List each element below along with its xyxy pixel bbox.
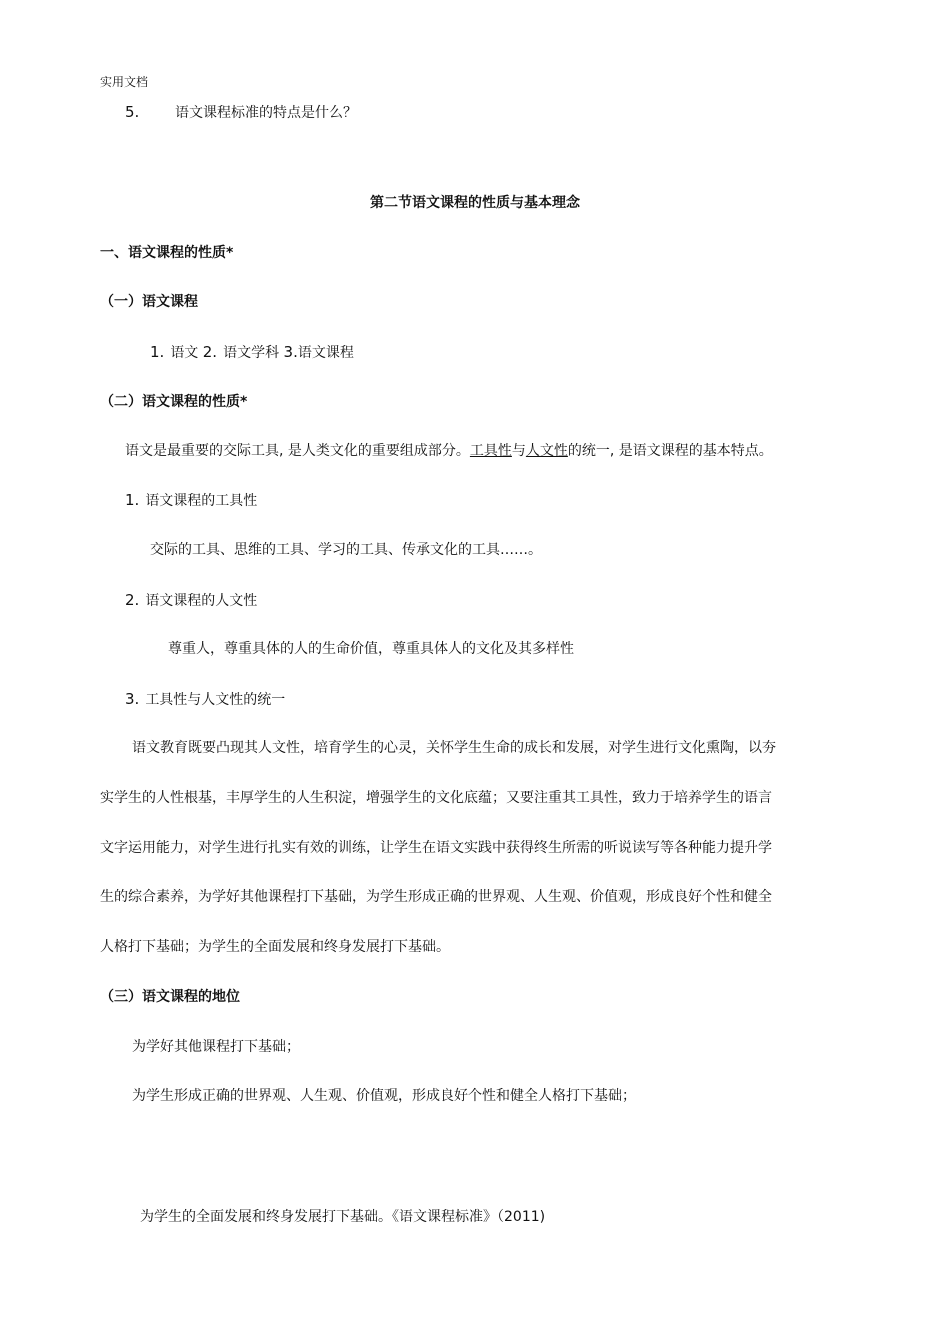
heading-1: 一、语文课程的性质* — [100, 245, 234, 261]
list-number: 1. — [150, 343, 165, 361]
intro-text: 语文是最重要的交际工具, 是人类文化的重要组成部分。 — [125, 443, 470, 459]
item-title: 工具性与人文性的统一 — [145, 692, 286, 708]
paragraph-line: 生的综合素养，为学好其他课程打下基础，为学生形成正确的世界观、人生观、价值观，形成良好个性和健全 — [100, 889, 772, 905]
heading-2-status: （三）语文课程的地位 — [100, 989, 240, 1005]
item-1-body: 交际的工具、思维的工具、学习的工具、传承文化的工具……。 — [150, 542, 542, 558]
heading-2-curriculum: （一）语文课程 — [100, 294, 198, 310]
list-item: 语文学科 — [223, 345, 280, 361]
underlined-term-tool: 工具性 — [469, 443, 512, 459]
item-number: 3. — [125, 690, 140, 708]
item-number: 2. — [125, 591, 140, 609]
item-title: 语文课程的工具性 — [145, 493, 258, 509]
status-line: 为学生形成正确的世界观、人生观、价值观，形成良好个性和健全人格打下基础； — [132, 1088, 636, 1104]
item-3-title — [125, 689, 285, 710]
status-line: 为学好其他课程打下基础； — [132, 1039, 300, 1055]
status-line: 为学生的全面发展和终身发展打下基础。《语文课程标准》（2011) — [140, 1209, 546, 1225]
item-2-title — [125, 590, 257, 611]
item-number: 1. — [125, 491, 140, 509]
intro-conjunction: 与 — [511, 443, 526, 459]
list-item: 语文 — [170, 345, 199, 361]
paragraph-line: 实学生的人性根基，丰厚学生的人生积淀，增强学生的文化底蕴；又要注重其工具性，致力于培养学生的语言 — [100, 790, 772, 806]
question-text: 语文课程标准的特点是什么？ — [175, 105, 357, 121]
question-item — [125, 102, 357, 123]
list-number: 2. — [202, 343, 218, 361]
intro-text-end: 的统一, 是语文课程的基本特点。 — [567, 443, 773, 459]
item-2-body: 尊重人，尊重具体的人的生命价值，尊重具体人的文化及其多样性 — [168, 641, 574, 657]
paragraph-line: 文字运用能力，对学生进行扎实有效的训练，让学生在语文实践中获得终生所需的听说读写等各种能力提升学 — [100, 840, 772, 856]
paragraph-line: 人格打下基础；为学生的全面发展和终身发展打下基础。 — [100, 939, 450, 955]
item-1-title — [125, 490, 257, 511]
list-number: 3. — [283, 343, 298, 361]
heading-2-nature: （二）语文课程的性质* — [100, 394, 248, 410]
section-title: 第二节语文课程的性质与基本理念 — [370, 195, 580, 211]
question-number: 5. — [125, 103, 140, 121]
numbered-list — [150, 342, 354, 363]
underlined-term-humanity: 人文性 — [525, 443, 568, 459]
list-item: 语文课程 — [297, 345, 354, 361]
item-title: 语文课程的人文性 — [145, 593, 258, 609]
intro-paragraph — [125, 441, 773, 461]
paragraph-line: 语文教育既要凸现其人文性，培育学生的心灵，关怀学生生命的成长和发展，对学生进行文化熏陶，以夯 — [132, 740, 776, 756]
document-header: 实用文档 — [100, 75, 149, 89]
